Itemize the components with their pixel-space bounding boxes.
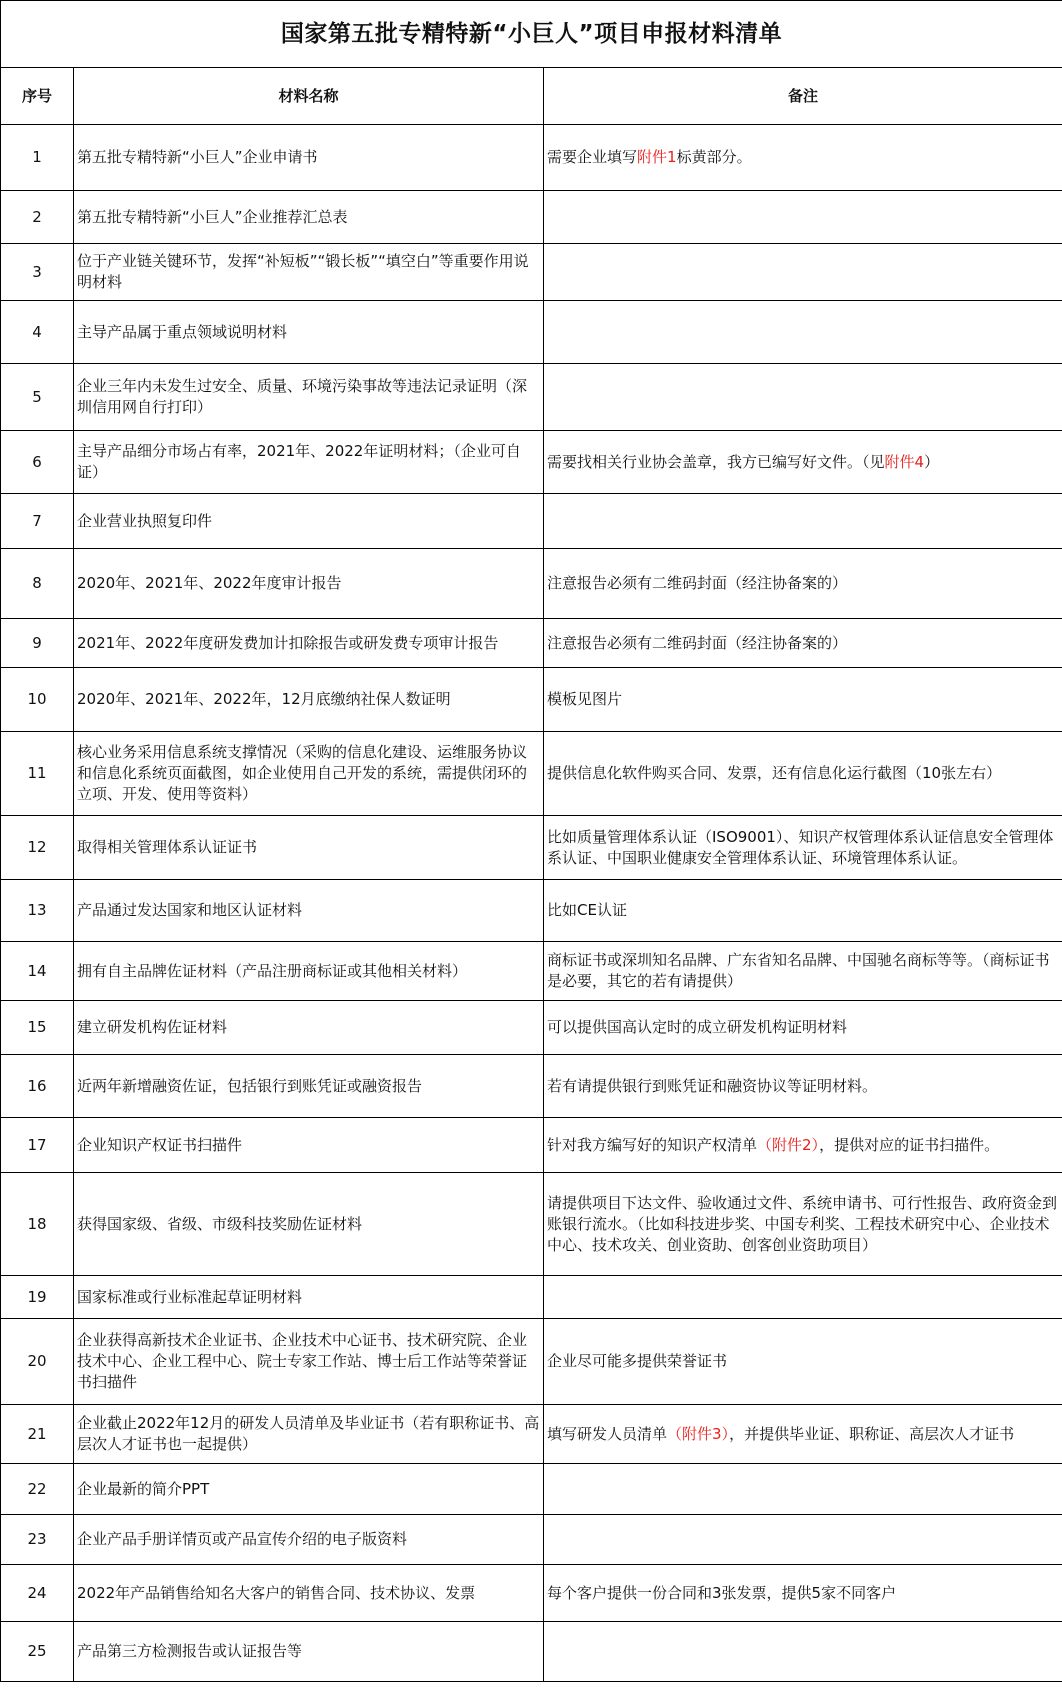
table-row xyxy=(1,1565,1062,1622)
remark-text: 比如CE认证 xyxy=(547,901,627,919)
material-name: 拥有自主品牌佐证材料（产品注册商标证或其他相关材料） xyxy=(74,942,544,1001)
material-name: 企业三年内未发生过安全、质量、环境污染事故等违法记录证明（深圳信用网自行打印） xyxy=(74,364,544,431)
remark-text: 提供信息化软件购买合同、发票，还有信息化运行截图（10张左右） xyxy=(547,764,1002,782)
row-number: 14 xyxy=(1,942,74,1001)
table-row xyxy=(1,494,1062,549)
header-no: 序号 xyxy=(1,68,74,125)
material-name: 核心业务采用信息系统支撑情况（采购的信息化建设、运维服务协议和信息化系统页面截图，如企业使用自己开发的系统，需提供闭环的立项、开发、使用等资料） xyxy=(74,732,544,816)
remark xyxy=(544,732,1062,816)
remark-text: 需要找相关行业协会盖章，我方已编写好文件。（见 xyxy=(547,452,885,471)
remark xyxy=(544,364,1062,431)
material-name: 取得相关管理体系认证证书 xyxy=(74,816,544,880)
remark-text: 可以提供国高认定时的成立研发机构证明材料 xyxy=(547,1018,848,1036)
table-row xyxy=(1,301,1062,364)
remark-text: 请提供项目下达文件、验收通过文件、系统申请书、可行性报告、政府资金到账银行流水。（比如科技进步奖、中国专利奖、工程技术研究中心、企业技术中心、技术攻关、创业资助、创客创业资助项目） xyxy=(547,1193,1058,1254)
table-row xyxy=(1,549,1062,619)
remark-text: 需要企业填写 xyxy=(547,148,638,166)
material-name: 主导产品属于重点领域说明材料 xyxy=(74,301,544,364)
attachment-ref: （附件3） xyxy=(667,1424,730,1443)
row-number: 25 xyxy=(1,1622,74,1682)
row-number: 8 xyxy=(1,549,74,619)
remark xyxy=(544,1319,1062,1405)
remark-text: 标黄部分。 xyxy=(676,148,752,166)
table-row xyxy=(1,1173,1062,1276)
remark xyxy=(544,1173,1062,1276)
remark-text: 模板见图片 xyxy=(547,690,623,708)
table-row xyxy=(1,1118,1062,1173)
remark-text: 针对我方编写好的知识产权清单 xyxy=(547,1135,758,1154)
remark xyxy=(544,431,1062,494)
row-number: 2 xyxy=(1,191,74,244)
table-row xyxy=(1,732,1062,816)
remark xyxy=(544,1276,1062,1319)
table-title: 国家第五批专精特新“小巨人”项目申报材料清单 xyxy=(1,1,1062,68)
remark xyxy=(544,816,1062,880)
row-number: 15 xyxy=(1,1001,74,1055)
table-row xyxy=(1,1001,1062,1055)
table-row xyxy=(1,1464,1062,1515)
attachment-ref: 附件1 xyxy=(637,148,677,166)
remark xyxy=(544,125,1062,191)
row-number: 1 xyxy=(1,125,74,191)
remark xyxy=(544,301,1062,364)
remark xyxy=(544,942,1062,1001)
material-name: 2022年产品销售给知名大客户的销售合同、技术协议、发票 xyxy=(74,1565,544,1622)
table-row xyxy=(1,668,1062,732)
remark xyxy=(544,494,1062,549)
table-row xyxy=(1,1319,1062,1405)
row-number: 5 xyxy=(1,364,74,431)
remark xyxy=(544,1118,1062,1173)
row-number: 24 xyxy=(1,1565,74,1622)
remark xyxy=(544,880,1062,942)
material-name: 企业知识产权证书扫描件 xyxy=(74,1118,544,1173)
table-row xyxy=(1,619,1062,668)
remark-text: ） xyxy=(924,452,940,471)
remark-text: 比如质量管理体系认证（ISO9001）、知识产权管理体系认证信息安全管理体系认证、中国职业健康安全管理体系认证、环境管理体系认证。 xyxy=(547,827,1054,867)
material-name: 位于产业链关键环节，发挥“补短板”“锻长板”“填空白”等重要作用说明材料 xyxy=(74,244,544,301)
material-name: 企业截止2022年12月的研发人员清单及毕业证书（若有职称证书、高层次人才证书也一起提供） xyxy=(74,1405,544,1464)
material-name: 近两年新增融资佐证，包括银行到账凭证或融资报告 xyxy=(74,1055,544,1118)
remark xyxy=(544,244,1062,301)
row-number: 7 xyxy=(1,494,74,549)
remark xyxy=(544,1622,1062,1682)
row-number: 19 xyxy=(1,1276,74,1319)
row-number: 22 xyxy=(1,1464,74,1515)
remark-text: 若有请提供银行到账凭证和融资协议等证明材料。 xyxy=(547,1076,878,1095)
material-name: 产品通过发达国家和地区认证材料 xyxy=(74,880,544,942)
material-name: 2020年、2021年、2022年度审计报告 xyxy=(74,549,544,619)
material-name: 2020年、2021年、2022年，12月底缴纳社保人数证明 xyxy=(74,668,544,732)
material-name: 产品第三方检测报告或认证报告等 xyxy=(74,1622,544,1682)
row-number: 18 xyxy=(1,1173,74,1276)
table-row xyxy=(1,364,1062,431)
row-number: 6 xyxy=(1,431,74,494)
material-name: 企业产品手册详情页或产品宣传介绍的电子版资料 xyxy=(74,1515,544,1565)
remark-text: 填写研发人员清单 xyxy=(547,1424,668,1443)
table-row xyxy=(1,1055,1062,1118)
row-number: 20 xyxy=(1,1319,74,1405)
table-row xyxy=(1,244,1062,301)
material-name: 企业营业执照复印件 xyxy=(74,494,544,549)
remark xyxy=(544,668,1062,732)
row-number: 16 xyxy=(1,1055,74,1118)
attachment-ref: 附件4 xyxy=(884,452,925,471)
row-number: 13 xyxy=(1,880,74,942)
row-number: 9 xyxy=(1,619,74,668)
remark xyxy=(544,1515,1062,1565)
remark-text: 商标证书或深圳知名品牌、广东省知名品牌、中国驰名商标等等。（商标证书是必要，其它的若有请提供） xyxy=(547,951,1050,990)
table-row xyxy=(1,942,1062,1001)
remark-text: 每个客户提供一份合同和3张发票，提供5家不同客户 xyxy=(547,1583,897,1602)
material-name: 主导产品细分市场占有率，2021年、2022年证明材料；（企业可自证） xyxy=(74,431,544,494)
table-row xyxy=(1,1405,1062,1464)
table-row xyxy=(1,1515,1062,1565)
remark-text: ，并提供毕业证、职称证、高层次人才证书 xyxy=(729,1424,1015,1443)
row-number: 11 xyxy=(1,732,74,816)
material-name: 获得国家级、省级、市级科技奖励佐证材料 xyxy=(74,1173,544,1276)
table-row xyxy=(1,431,1062,494)
material-name: 建立研发机构佐证材料 xyxy=(74,1001,544,1055)
remark xyxy=(544,1001,1062,1055)
row-number: 3 xyxy=(1,244,74,301)
material-name: 国家标准或行业标准起草证明材料 xyxy=(74,1276,544,1319)
table-row xyxy=(1,191,1062,244)
row-number: 21 xyxy=(1,1405,74,1464)
table-row xyxy=(1,1276,1062,1319)
remark xyxy=(544,1405,1062,1464)
material-name: 第五批专精特新“小巨人”企业申请书 xyxy=(74,125,544,191)
table-row xyxy=(1,880,1062,942)
remark xyxy=(544,1464,1062,1515)
remark xyxy=(544,1565,1062,1622)
attachment-ref: （附件2） xyxy=(757,1135,820,1154)
remark xyxy=(544,549,1062,619)
material-name: 企业获得高新技术企业证书、企业技术中心证书、技术研究院、企业技术中心、企业工程中心、院士专家工作站、博士后工作站等荣誉证书扫描件 xyxy=(74,1319,544,1405)
remark-text: 注意报告必须有二维码封面（经注协备案的） xyxy=(547,574,848,592)
header-note: 备注 xyxy=(544,68,1062,125)
material-name: 第五批专精特新“小巨人”企业推荐汇总表 xyxy=(74,191,544,244)
remark-text: ，提供对应的证书扫描件。 xyxy=(819,1135,1000,1154)
table-row xyxy=(1,125,1062,191)
material-name: 2021年、2022年度研发费加计扣除报告或研发费专项审计报告 xyxy=(74,619,544,668)
material-name: 企业最新的简介PPT xyxy=(74,1464,544,1515)
remark xyxy=(544,619,1062,668)
remark xyxy=(544,191,1062,244)
table-row xyxy=(1,816,1062,880)
row-number: 17 xyxy=(1,1118,74,1173)
remark xyxy=(544,1055,1062,1118)
remark-text: 注意报告必须有二维码封面（经注协备案的） xyxy=(547,633,848,652)
remark-text: 企业尽可能多提供荣誉证书 xyxy=(547,1352,728,1370)
row-number: 4 xyxy=(1,301,74,364)
row-number: 12 xyxy=(1,816,74,880)
row-number: 10 xyxy=(1,668,74,732)
table-row xyxy=(1,1622,1062,1682)
row-number: 23 xyxy=(1,1515,74,1565)
header-name: 材料名称 xyxy=(74,68,544,125)
